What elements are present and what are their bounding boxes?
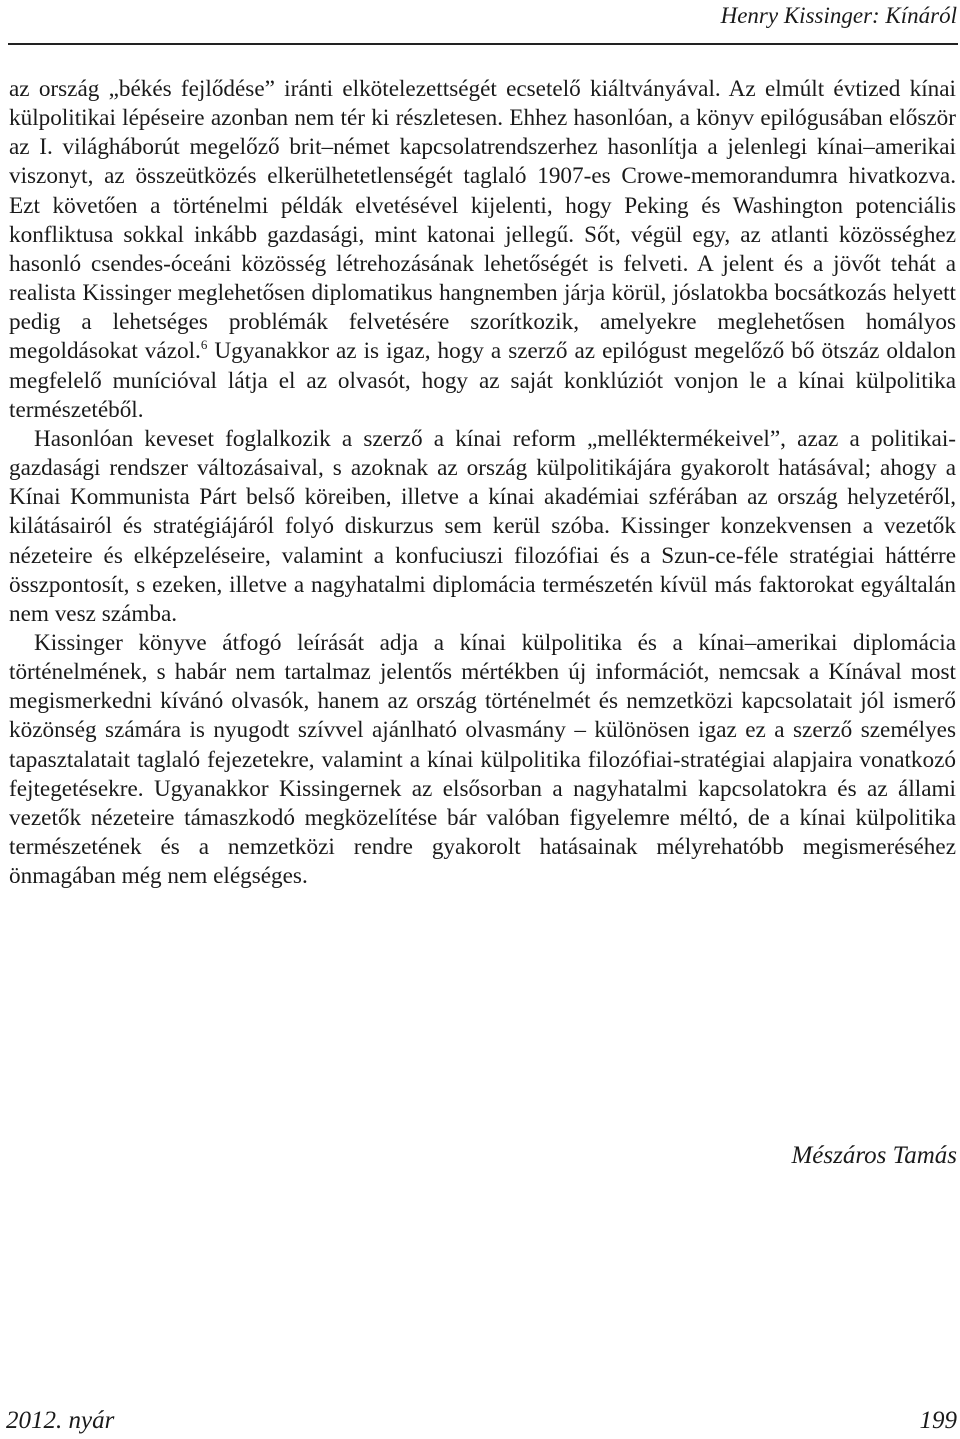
footnote-mark: 6 — [200, 337, 208, 353]
author-signature: Mészáros Tamás — [791, 1142, 957, 1169]
paragraph-3: Kissinger könyve átfogó leírását adja a kínai külpolitika és a kínai–amerikai diplomácia történelmének, s habár nem tartalmaz jelentős mértékben új információt, nemcsak a Kínával most megismerkedni kívánó olvasók, hanem az ország történelmét és nemzetközi kapcsolatait jól ismerő közönség számára is nyugodt szívvel ajánlható olvasmány – különösen igaz ez a szerző személyes tapasztalatait taglaló fejezetekre, valamint a kínai külpolitika filozófiai-stratégiai alapjaira vonatkozó fejtegetésekre. Ugyanakkor Kissingernek az elsősorban a nagyhatalmi kapcsolatokra és az állami vezetők nézeteire támaszkodó megközelítése bár valóban figyelemre méltó, de a kínai külpolitika természetének és a nemzetközi rendre gyakorolt hatásainak mélyrehatóbb megismeréséhez önmagában még nem elégséges. — [9, 629, 956, 890]
header-divider — [8, 43, 958, 45]
paragraph-1-continuation: Ugyanakkor az is igaz, hogy a szerző az epilógust megelőző bő ötszáz oldalon megfelelő munícióval látja el az olvasót, hogy az saját konklúziót vonjon le a kínai külpolitika természetéből. — [9, 338, 956, 423]
page-number: 199 — [919, 1407, 957, 1434]
footer-issue: 2012. nyár — [6, 1407, 115, 1434]
paragraph-2: Hasonlóan keveset foglalkozik a szerző a kínai reform „melléktermékeivel”, azaz a politikai-gazdasági rendszer változásaival, s azoknak az ország külpolitikájára gyakorolt hatásával; ahogy a Kínai Kommunista Párt belső köreiben, illetve a kínai akadémiai szférában az ország helyzetéről, kilátásairól és stratégiájáról folyó diskurzus sem kerül szóba. Kissinger konzekvensen a vezetők nézeteire és elképzeléseire, valamint a konfuciuszi filozófiai és a Szun-ce-féle stratégiai háttérre összpontosít, s ezeken, illetve a nagyhatalmi diplomácia természetén kívül más faktorokat egyáltalán nem vesz számba. — [9, 425, 956, 627]
running-header: Henry Kissinger: Kínáról — [720, 3, 957, 28]
article-body — [9, 75, 956, 891]
paragraph-1 — [9, 75, 956, 425]
paragraph-1-text: az ország „békés fejlődése” iránti elkötelezettségét ecsetelő kiáltványával. Az elmúlt évtized kínai külpolitikai lépéseire azonban nem tér ki részletesen. Ehhez hasonlóan, a könyv epilógusában először az I. világháborút megelőző brit–német kapcsolatrendszerhez hasonlítja a jelenlegi kínai–amerikai viszonyt, az összeütközés elkerülhetetlenségét taglaló 1907-es Crowe-memorandumra hivatkozva. Ezt követően a történelmi példák elvetésével kijelenti, hogy Peking és Washington potenciális konfliktusa sokkal inkább gazdasági, mint katonai jellegű. Sőt, végül egy, az atlanti közösséghez hasonló csendes-óceáni közösség létrehozásának lehetőségét is felveti. A jelent és a jövőt tehát a realista Kissinger meglehetősen diplomatikus hangnemben járja körül, jóslatokba bocsátkozás helyett pedig a lehetséges problémák felvetésére szorítkozik, amelyekre meglehetősen homályos megoldásokat vázol. — [9, 76, 956, 365]
